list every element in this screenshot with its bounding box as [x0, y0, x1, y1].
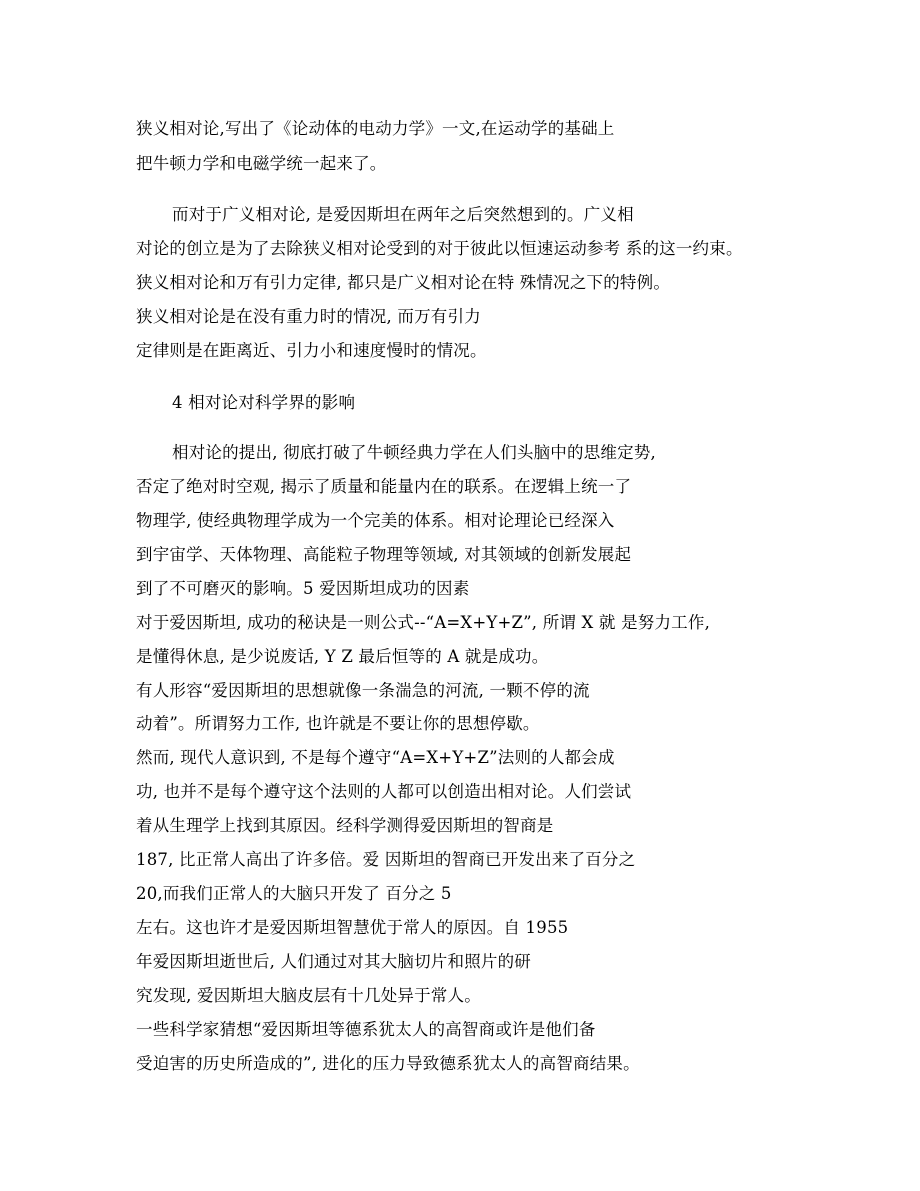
text-line: 相对论的提出, 彻底打破了牛顿经典力学在人们头脑中的思维定势, [172, 443, 656, 462]
text-line: 年爱因斯坦逝世后, 人们通过对其大脑切片和照片的研 [136, 952, 531, 971]
text-line: 着从生理学上找到其原因。经科学测得爱因斯坦的智商是 [136, 816, 554, 835]
text-line: 一些科学家猜想“爱因斯坦等德系犹太人的高智商或许是他们备 [136, 1020, 596, 1039]
text-line: 功, 也并不是每个遵守这个法则的人都可以创造出相对论。人们尝试 [136, 782, 632, 801]
text-line: 狭义相对论和万有引力定律, 都只是广义相对论在特 殊情况之下的特例。 [136, 273, 671, 292]
text-line: 有人形容“爱因斯坦的思想就像一条湍急的河流, 一颗不停的流 [136, 681, 590, 700]
text-line: 而对于广义相对论, 是爱因斯坦在两年之后突然想到的。广义相 [172, 205, 634, 224]
text-line: 187, 比正常人高出了许多倍。爱 因斯坦的智商已开发出来了百分之 [136, 850, 636, 869]
text-line: 动着”。所谓努力工作, 也许就是不要让你的思想停歇。 [136, 714, 540, 733]
text-line: 狭义相对论,写出了《论动体的电动力学》一文,在运动学的基础上 [136, 119, 615, 138]
text-line: 20,而我们正常人的大脑只开发了 百分之 5 [136, 884, 452, 903]
text-line: 到了不可磨灭的影响。5 爱因斯坦成功的因素 [136, 579, 470, 598]
text-line: 物理学, 使经典物理学成为一个完美的体系。相对论理论已经深入 [136, 511, 615, 530]
text-line: 把牛顿力学和电磁学统一起来了。 [136, 154, 387, 173]
text-line: 然而, 现代人意识到, 不是每个遵守“A=X+Y+Z”法则的人都会成 [136, 748, 615, 767]
text-line: 对论的创立是为了去除狭义相对论受到的对于彼此以恒速运动参考 系的这一约束。 [136, 239, 743, 258]
text-line: 到宇宙学、天体物理、高能粒子物理等领域, 对其领域的创新发展起 [136, 545, 632, 564]
text-line: 受迫害的历史所造成的”, 进化的压力导致德系犹太人的高智商结果。 [136, 1054, 640, 1073]
text-line: 对于爱因斯坦, 成功的秘诀是一则公式--“A=X+Y+Z”, 所谓 X 就 是努力工作, [136, 613, 711, 632]
text-line: 究发现, 爱因斯坦大脑皮层有十几处异于常人。 [136, 986, 481, 1005]
section-heading: 4 相对论对科学界的影响 [172, 393, 356, 412]
text-line: 否定了绝对时空观, 揭示了质量和能量内在的联系。在逻辑上统一了 [136, 477, 632, 496]
text-line: 左右。这也许才是爱因斯坦智慧优于常人的原因。自 1955 [136, 918, 569, 937]
text-line: 定律则是在距离近、引力小和速度慢时的情况。 [136, 341, 487, 360]
text-line: 是懂得休息, 是少说废话, Y Z 最后恒等的 A 就是成功。 [136, 647, 549, 666]
text-line: 狭义相对论是在没有重力时的情况, 而万有引力 [136, 307, 481, 326]
